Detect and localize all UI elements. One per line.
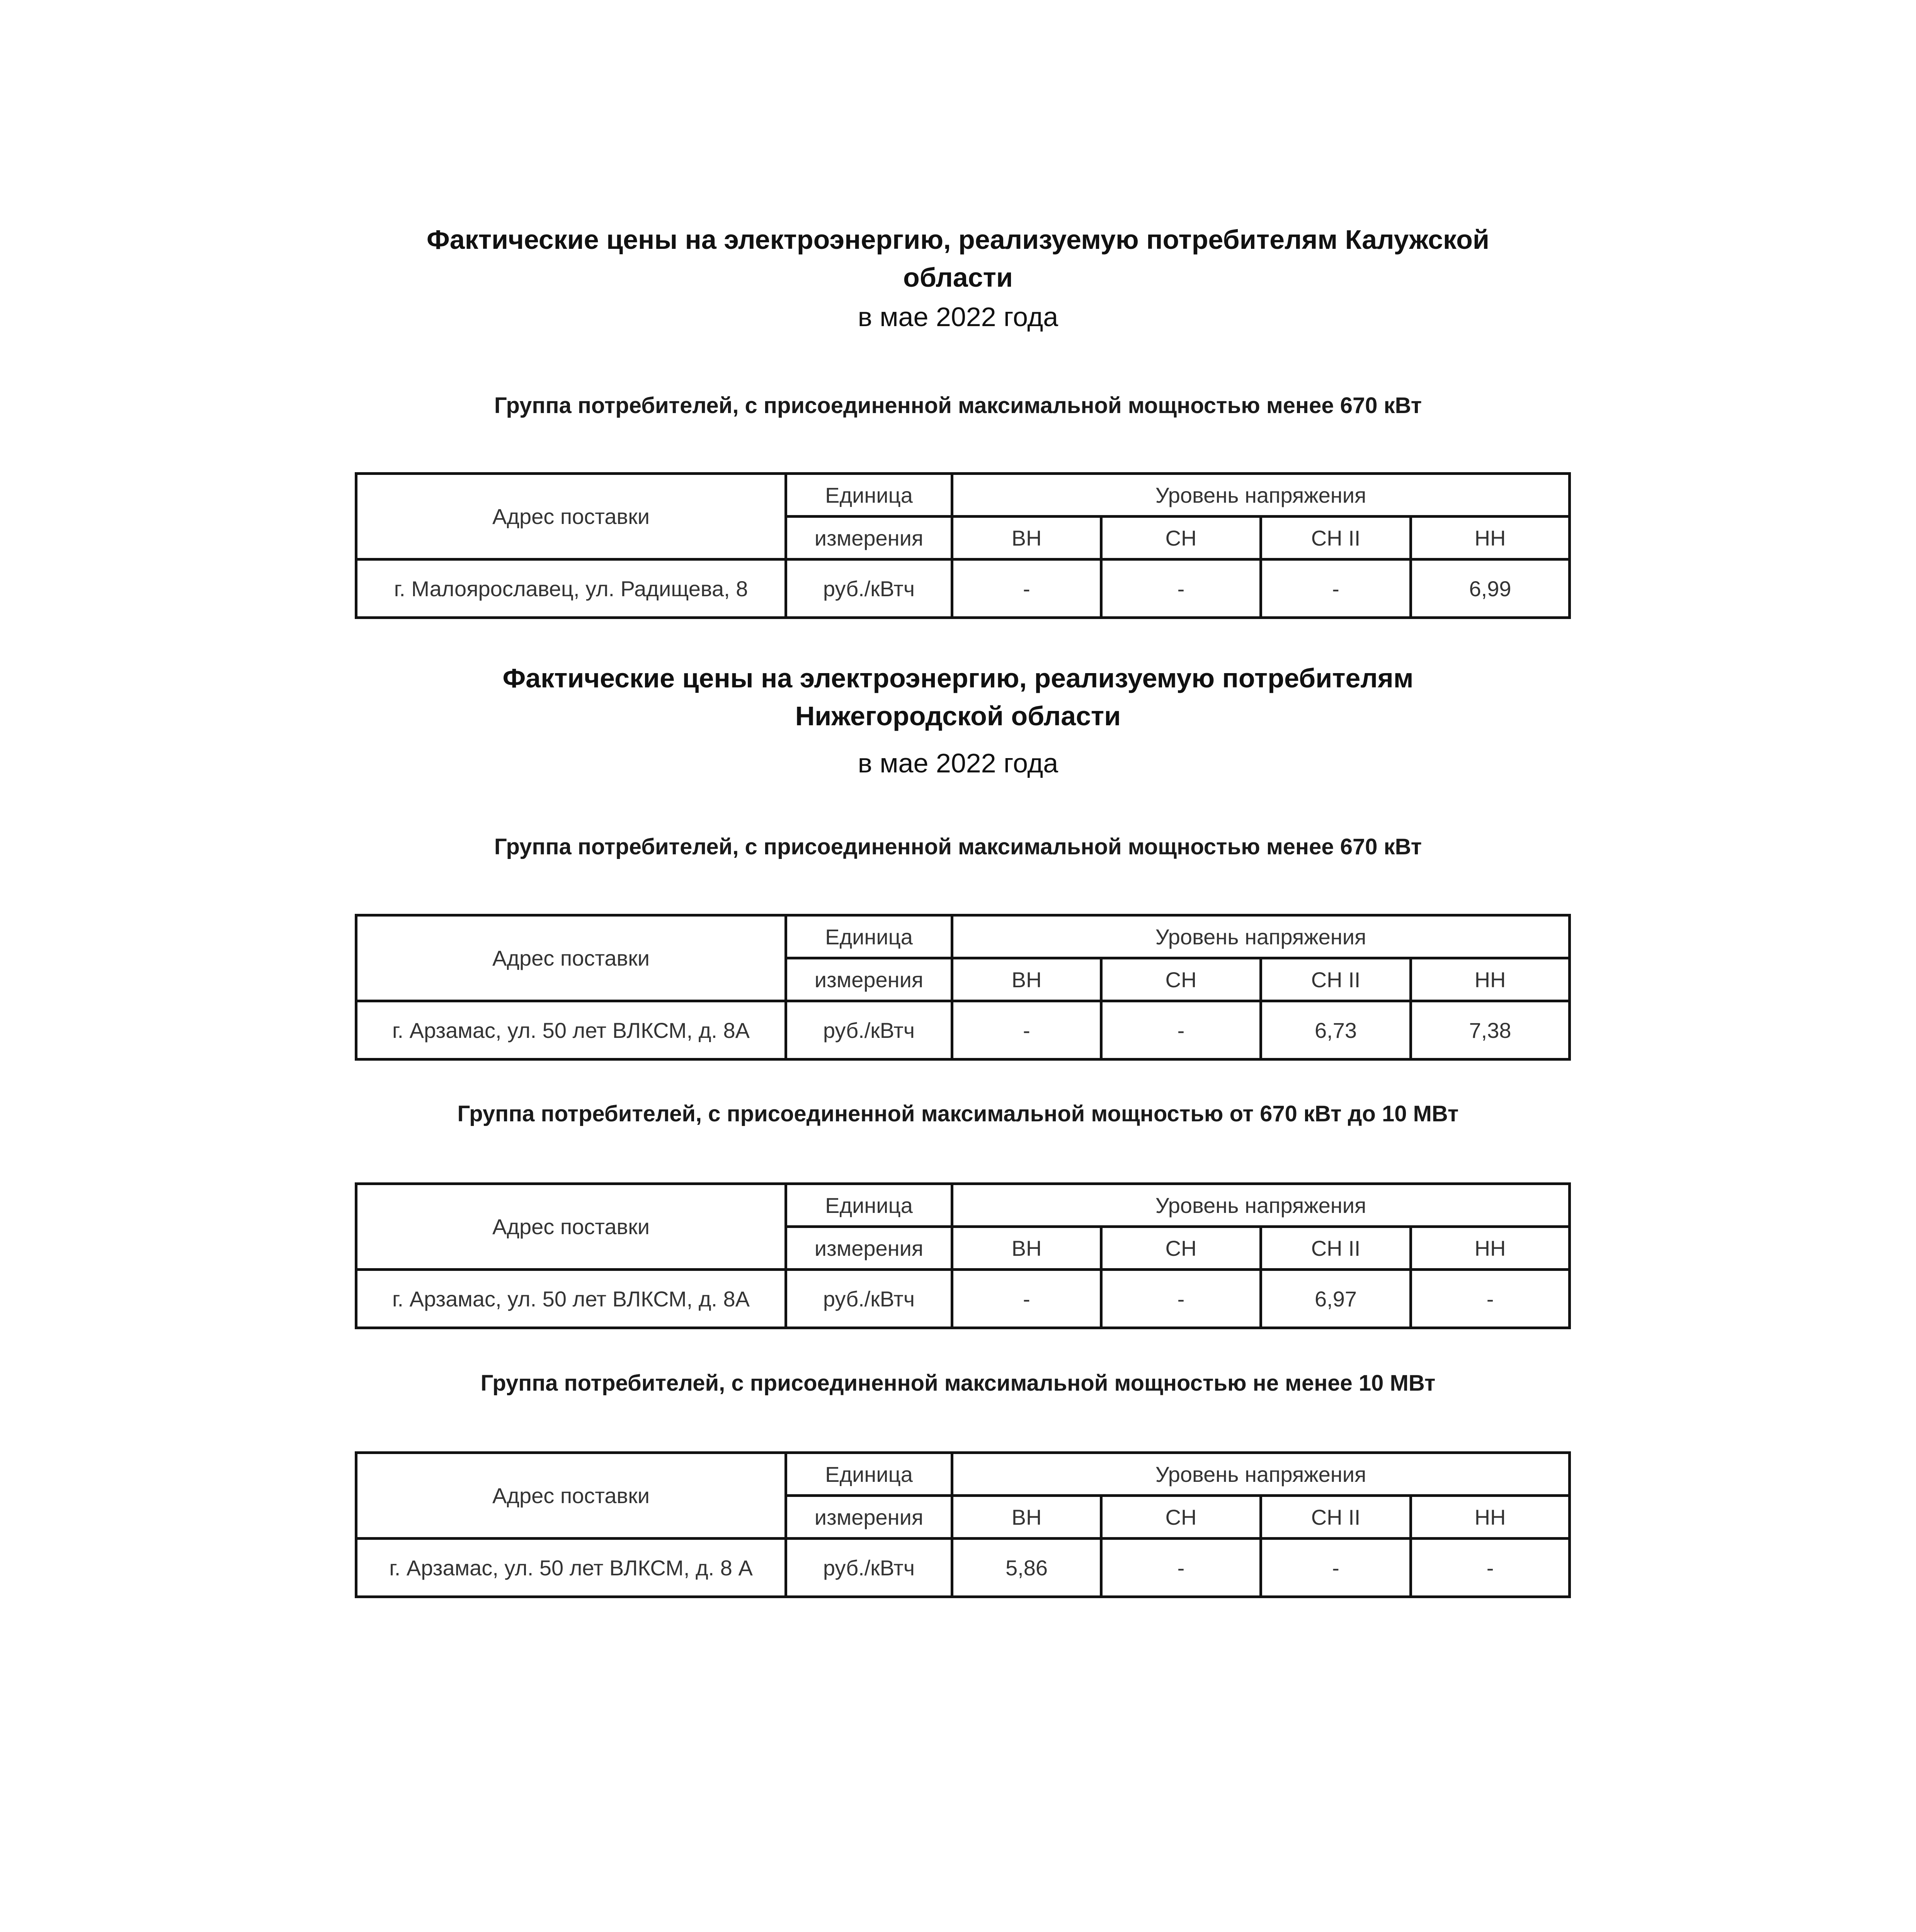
consumer-group-heading: Группа потребителей, с присоединенной максимальной мощностью менее 670 кВт	[494, 393, 1422, 418]
level-sn2-header: СН II	[1261, 1496, 1411, 1539]
level-nn-header: НН	[1411, 517, 1570, 560]
price-sn-cell: -	[1101, 1001, 1261, 1060]
address-header: Адрес поставки	[356, 1453, 786, 1539]
price-vn-cell: 5,86	[952, 1539, 1101, 1597]
price-sn-cell: -	[1101, 1270, 1261, 1328]
level-sn-header: СН	[1101, 1496, 1261, 1539]
price-table-nizhny-under-670kw	[355, 914, 1571, 1061]
unit-cell: руб./кВтч	[786, 560, 952, 618]
price-vn-cell: -	[952, 1001, 1101, 1060]
address-header: Адрес поставки	[356, 915, 786, 1001]
price-table-kaluga-under-670kw	[355, 472, 1571, 619]
price-sn-cell: -	[1101, 560, 1261, 618]
level-vn-header: ВН	[952, 517, 1101, 560]
unit-header-bottom: измерения	[786, 517, 952, 560]
price-nn-cell: -	[1411, 1270, 1570, 1328]
address-cell: г. Малоярославец, ул. Радищева, 8	[356, 560, 786, 618]
level-vn-header: ВН	[952, 958, 1101, 1001]
table-row	[356, 1539, 1570, 1597]
level-nn-header: НН	[1411, 1227, 1570, 1270]
level-sn2-header: СН II	[1261, 1227, 1411, 1270]
voltage-level-header: Уровень напряжения	[952, 915, 1570, 958]
level-vn-header: ВН	[952, 1227, 1101, 1270]
table-row	[356, 560, 1570, 618]
address-cell: г. Арзамас, ул. 50 лет ВЛКСМ, д. 8 А	[356, 1539, 786, 1597]
price-table-nizhny-over-10mw	[355, 1451, 1571, 1598]
section-title-kaluga-line2: области	[903, 262, 1013, 293]
unit-header-bottom: измерения	[786, 1496, 952, 1539]
table-row	[356, 1001, 1570, 1060]
section-title-nizhny-line1: Фактические цены на электроэнергию, реализуемую потребителям	[502, 663, 1414, 693]
unit-header-top: Единица	[786, 915, 952, 958]
unit-cell: руб./кВтч	[786, 1539, 952, 1597]
unit-header-top: Единица	[786, 474, 952, 517]
unit-header-top: Единица	[786, 1453, 952, 1496]
level-vn-header: ВН	[952, 1496, 1101, 1539]
price-nn-cell: -	[1411, 1539, 1570, 1597]
section-title-kaluga-line1: Фактические цены на электроэнергию, реализуемую потребителям Калужской	[427, 224, 1489, 255]
address-cell: г. Арзамас, ул. 50 лет ВЛКСМ, д. 8А	[356, 1270, 786, 1328]
voltage-level-header: Уровень напряжения	[952, 1184, 1570, 1227]
price-sn2-cell: -	[1261, 1539, 1411, 1597]
section-title-nizhny-line2: Нижегородской области	[795, 701, 1121, 731]
price-vn-cell: -	[952, 1270, 1101, 1328]
price-nn-cell: 6,99	[1411, 560, 1570, 618]
table-row	[356, 1270, 1570, 1328]
unit-cell: руб./кВтч	[786, 1270, 952, 1328]
unit-header-top: Единица	[786, 1184, 952, 1227]
consumer-group-heading: Группа потребителей, с присоединенной максимальной мощностью не менее 10 МВт	[480, 1371, 1436, 1396]
level-sn-header: СН	[1101, 958, 1261, 1001]
level-nn-header: НН	[1411, 958, 1570, 1001]
section-period-nizhny: в мае 2022 года	[858, 748, 1058, 778]
level-sn2-header: СН II	[1261, 958, 1411, 1001]
price-table-nizhny-670kw-to-10mw	[355, 1182, 1571, 1329]
price-sn2-cell: -	[1261, 560, 1411, 618]
price-sn-cell: -	[1101, 1539, 1261, 1597]
price-nn-cell: 7,38	[1411, 1001, 1570, 1060]
voltage-level-header: Уровень напряжения	[952, 474, 1570, 517]
level-sn-header: СН	[1101, 1227, 1261, 1270]
price-sn2-cell: 6,73	[1261, 1001, 1411, 1060]
unit-header-bottom: измерения	[786, 1227, 952, 1270]
price-vn-cell: -	[952, 560, 1101, 618]
unit-cell: руб./кВтч	[786, 1001, 952, 1060]
voltage-level-header: Уровень напряжения	[952, 1453, 1570, 1496]
level-sn2-header: СН II	[1261, 517, 1411, 560]
level-sn-header: СН	[1101, 517, 1261, 560]
section-period-kaluga: в мае 2022 года	[858, 302, 1058, 332]
address-cell: г. Арзамас, ул. 50 лет ВЛКСМ, д. 8А	[356, 1001, 786, 1060]
price-sn2-cell: 6,97	[1261, 1270, 1411, 1328]
unit-header-bottom: измерения	[786, 958, 952, 1001]
address-header: Адрес поставки	[356, 1184, 786, 1270]
consumer-group-heading: Группа потребителей, с присоединенной максимальной мощностью менее 670 кВт	[494, 834, 1422, 859]
consumer-group-heading: Группа потребителей, с присоединенной максимальной мощностью от 670 кВт до 10 МВт	[457, 1101, 1459, 1126]
level-nn-header: НН	[1411, 1496, 1570, 1539]
address-header: Адрес поставки	[356, 474, 786, 560]
